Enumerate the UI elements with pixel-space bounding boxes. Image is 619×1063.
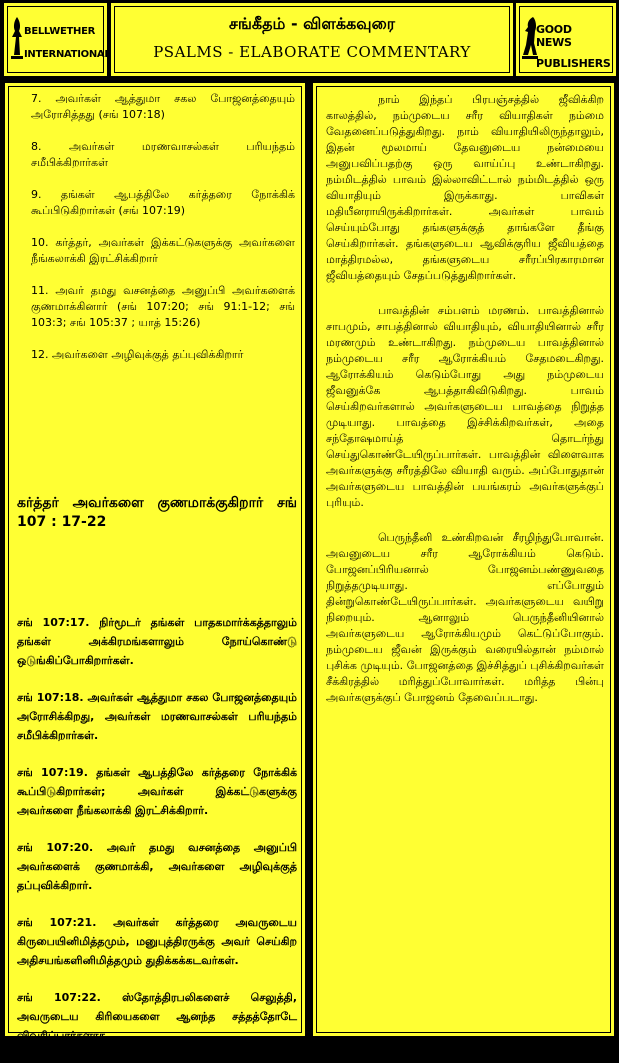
bellwether-logo: [10, 13, 111, 66]
verse-paragraph: சங் 107:22. ஸ்தோத்திரபலிகளைச் செலுத்தி, அவருடைய கிரியைகளை ஆனந்த சத்தத்தோடே விவரிப்பார்களாக.: [17, 991, 297, 1042]
list-item: 11. அவர் தமது வசனத்தை அனுப்பி அவர்களைக் குணமாக்கினார் (சங் 107:20; சங் 91:1-12; சங் 103:3; சங் 105:37 ; யாத் 15:26): [31, 284, 295, 329]
section-heading: கர்த்தர் அவர்களை குணமாக்குகிறார் சங் 107 : 17-22: [17, 495, 297, 530]
outline-list: [31, 91, 295, 379]
verse-paragraph: சங் 107:21. அவர்கள் கர்த்தரை அவருடைய கிருபையினிமித்தமும், மனுபுத்திரருக்கு அவர் செய்கிற அதிசயங்களினிமித்தமும் துதிக்கக்கடவர்கள்.: [17, 916, 297, 967]
good-news-logo: [522, 13, 611, 70]
list-item: 7. அவர்கள் ஆத்துமா சகல போஜனத்தையும் அரோசித்தது (சங் 107:18): [31, 92, 295, 121]
bellwether-logo-box: [3, 2, 111, 77]
bellwether-logo-text: [24, 25, 110, 61]
good-news-logo-line: PUBLISHERS: [536, 57, 611, 70]
verse-paragraph: சங் 107:17. நிர்மூடர் தங்கள் பாதகமார்க்கத்தாலும் தங்கள் அக்கிரமங்களாலும் நோய்கொண்டு ஒடுங்கிப்போகிறார்கள்.: [17, 616, 297, 667]
verse-paragraph: சங் 107:19. தங்கள் ஆபத்திலே கர்த்தரை நோக்கிக் கூப்பிடுகிறார்கள்; அவர்கள் இக்கட்டுகளுக்கு அவர்களை நீங்கலாக்கி இரட்சிக்கிறார்.: [17, 766, 297, 817]
left-column: [4, 82, 306, 1042]
commentary-paragraph: பாவத்தின் சம்பளம் மரணம். பாவத்தினால் சாபமும், சாபத்தினால் வியாதியும், வியாதியினால் சரீர மரணமும் உண்டாகிறது. நம்முடைய பாவத்தினால் நம்முடைய சரீர ஆரோக்கியம் சேதமடைகிறது. ஆரோக்கியம் கெடும்போது அது நம்முடைய ஜீவனுக்கே ஆபத்தாகிவிடுகிறது. பாவம் செய்கிறவர்களால் அவர்களுடைய பாவத்தை நிறுத்த முடியாது. பாவத்தை இச்சிக்கிறவர்கள், அதை சந்தோஷமாய்த் தொடர்ந்து செய்துகொண்டேயிருப்பார்கள். பாவத்தின் விளைவாக அவர்களுக்கு சரீரத்திலே வியாதி வரும். அப்போதுதான் அவர்களுடைய பாவத்தின் பயங்கரம் அவர்களுக்குப் புரியும்.: [326, 304, 604, 509]
bellwether-logo-line: INTERNATIONAL: [24, 49, 111, 60]
commentary-paragraph: நாம் இந்தப் பிரபஞ்சத்தில் ஜீவிக்கிற காலத்தில், நம்முடைய சரீர வியாதிகள் நம்மை வேதனைப்படுத்துகிறது. நாம் வியாதியிலிருந்தாலும், இதன் மூலமாய் தேவனுடைய நன்மையை அனுபவிப்பதற்கு ஒரு வாய்ப்பு உண்டாகிறது. நம்மிடத்தில் பாவம் இல்லாவிட்டால் நம்மிடத்தில் ஒரு வியாதியும் இருக்காது. பாவிகள் மதியீனராயிருக்கிறார்கள். அவர்கள் பாவம் செய்யும்போது தங்களுக்குத் தாங்களே தீங்கு செய்கிறார்கள். தங்களுடைய ஆவிக்குரிய ஜீவியத்தை மாத்திரமல்ல, தங்களுடைய சரீரப்பிரகாரமான ஜீவியத்தையும் சேதப்படுத்துகிறார்கள்.: [326, 93, 604, 282]
verse-list: [17, 613, 297, 1063]
list-item: 12. அவர்களை அழிவுக்குத் தப்புவிக்கிறார்: [31, 348, 244, 361]
good-news-logo-line: GOOD NEWS: [536, 23, 572, 49]
bellwether-figure-icon: [10, 15, 24, 61]
good-news-logo-text: [536, 23, 611, 70]
page-title-tamil: சங்கீதம் - விளக்கவுரை: [228, 14, 395, 33]
good-news-logo-box: [515, 2, 617, 77]
page-title-english: PSALMS - ELABORATE COMMENTARY: [153, 43, 471, 61]
commentary-text: [326, 92, 604, 725]
list-item: 8. அவர்கள் மரணவாசல்கள் பரியந்தம் சமீபிக்கிறார்கள்: [31, 140, 295, 169]
bellwether-logo-line: BELLWETHER: [24, 26, 96, 37]
right-column: [312, 82, 615, 1037]
header-bar: [0, 0, 619, 78]
title-box: [110, 2, 514, 77]
commentary-paragraph: பெருந்தீனி உண்கிறவன் சீரழிந்துபோவான். அவனுடைய சரீர ஆரோக்கியம் கெடும். போஜனப்பிரியனால் போஜனம்பண்ணுவதை நிறுத்தமுடியாது. எப்போதும் தின்றுகொண்டேயிருப்பார்கள். அவர்களுடைய வயிறு நிறையும். ஆனாலும் பெருந்தீனியினால் அவர்களுடைய ஆரோக்கியமும் கெட்டுப்போகும். நம்முடைய ஜீவன் இருக்கும் வரையில்தான் நம்மால் புசிக்க முடியும். போஜனத்தை இச்சித்துப் புசிக்கிறவர்கள் சீக்கிரத்தில் மரித்துப்போவார்கள். மரித்த பின்பு அவர்களுக்குப் போஜனம் தேவைப்படாது.: [326, 531, 604, 704]
verse-paragraph: சங் 107:18. அவர்கள் ஆத்துமா சகல போஜனத்தையும் அரோசிக்கிறது, அவர்கள் மரணவாசல்கள் பரியந்தம் சமீபிக்கிறார்கள்.: [17, 691, 297, 742]
list-item: 10. கர்த்தர், அவர்கள் இக்கட்டுகளுக்கு அவர்களை நீங்கலாக்கி இரட்சிக்கிறார்: [31, 236, 295, 265]
verse-paragraph: சங் 107:20. அவர் தமது வசனத்தை அனுப்பி அவர்களைக் குணமாக்கி, அவர்களை அழிவுக்குத் தப்புவிக்கிறார்.: [17, 841, 297, 892]
list-item: 9. தங்கள் ஆபத்திலே கர்த்தரை நோக்கிக் கூப்பிடுகிறார்கள் (சங் 107:19): [31, 188, 295, 217]
